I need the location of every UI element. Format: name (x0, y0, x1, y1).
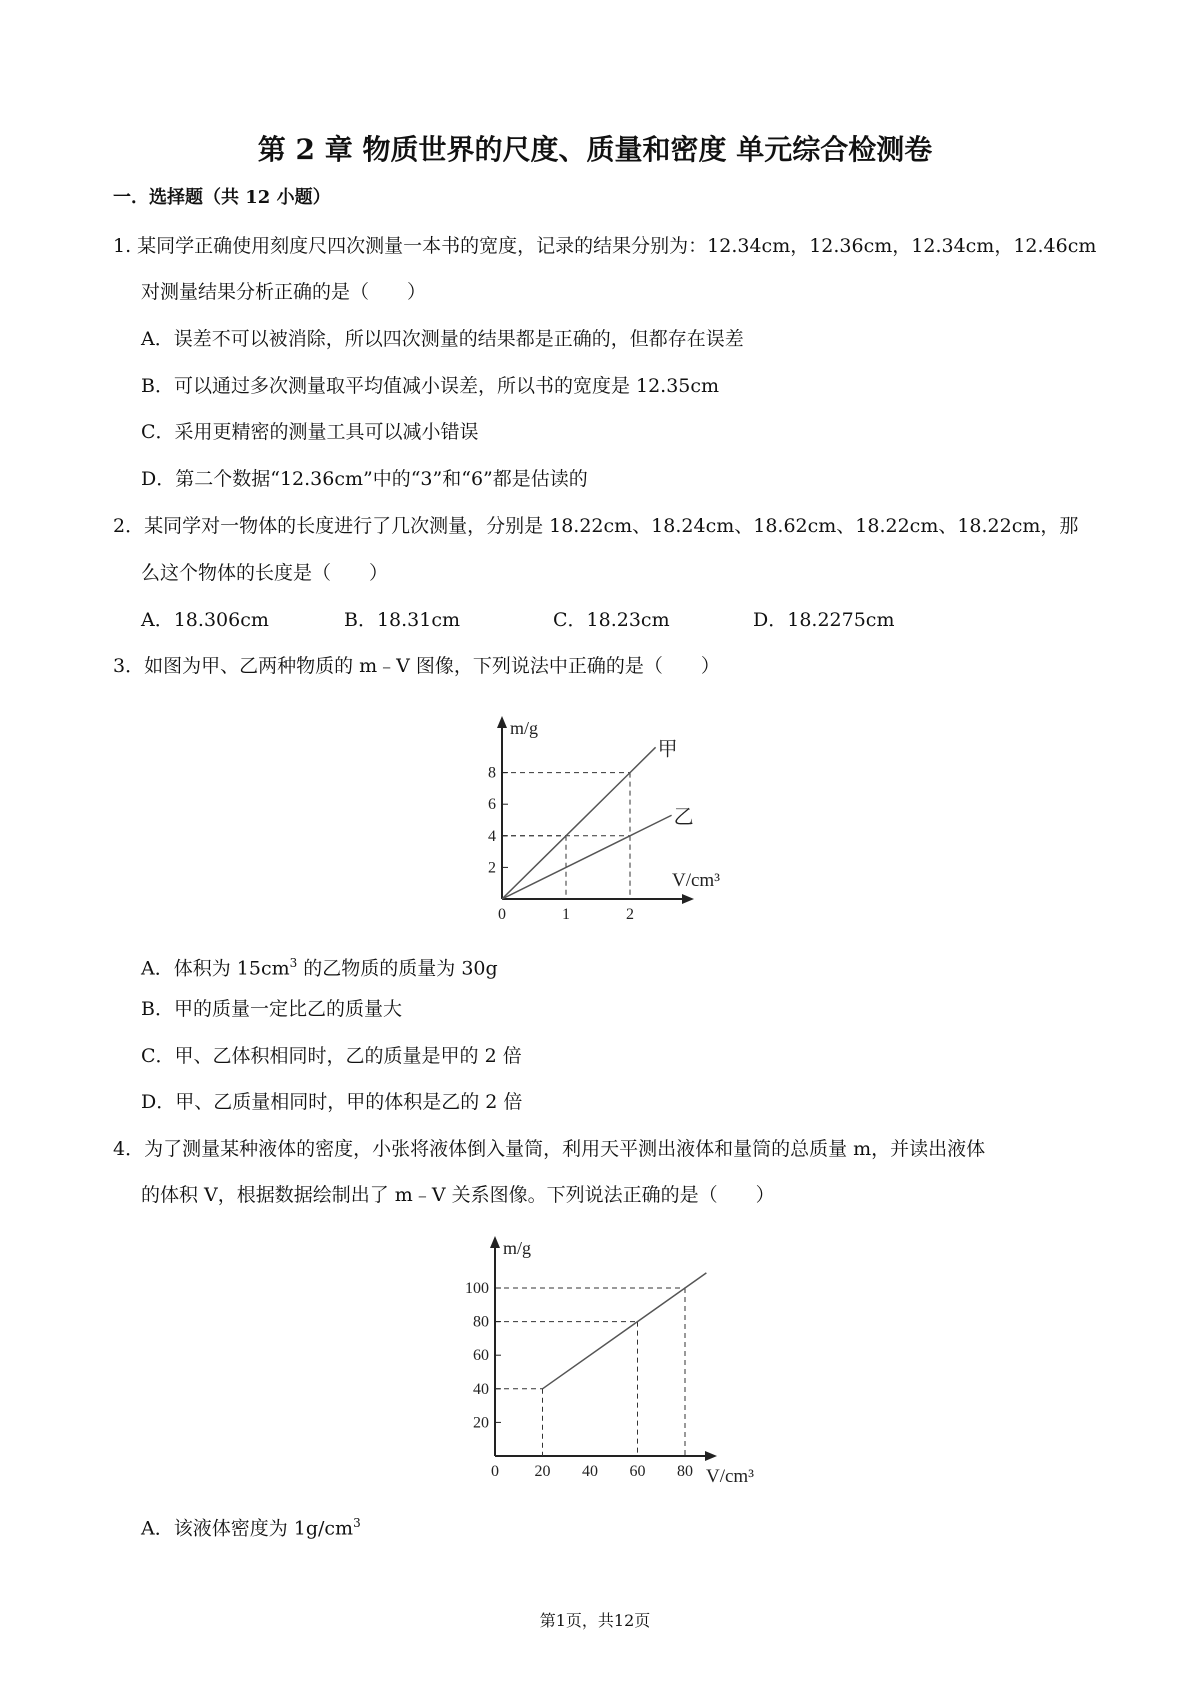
x-tick-label: 2 (626, 906, 634, 923)
q2-option-b: B．18.31cm (344, 609, 461, 631)
q1-option-a: A．误差不可以被消除，所以四次测量的结果都是正确的，但都存在误差 (141, 328, 744, 350)
x-axis-label: V/cm³ (672, 870, 720, 891)
q4-stem-cont: 的体积 V，根据数据绘制出了 m﹣V 关系图像。下列说法正确的是（ ） (141, 1184, 775, 1206)
q2-option-c: C．18.23cm (553, 609, 670, 631)
superscript: 3 (289, 956, 298, 970)
q3-option-c: C．甲、乙体积相同时，乙的质量是甲的 2 倍 (141, 1045, 522, 1067)
series-line (543, 1273, 707, 1389)
q4-option-a (141, 1511, 361, 1540)
y-tick-label: 80 (473, 1313, 489, 1331)
x-tick-label: 1 (562, 906, 570, 923)
q1-option-c: C．采用更精密的测量工具可以减小错误 (141, 421, 479, 443)
y-tick-label: 6 (488, 796, 496, 814)
q2-option-d: D．18.2275cm (753, 609, 895, 631)
x-tick-label: 0 (498, 906, 506, 923)
q4-option-a-text: A．该液体密度为 1g/cm (141, 1517, 354, 1540)
q3-option-a-text-end: 的乙物质的质量为 30g (297, 957, 498, 980)
page-number: 第1页，共12页 (539, 1611, 651, 1630)
q3-stem: 3．如图为甲、乙两种物质的 m﹣V 图像，下列说法中正确的是（ ） (113, 655, 720, 677)
q4-stem: 4．为了测量某种液体的密度，小张将液体倒入量筒，利用天平测出液体和量筒的总质量 m，并读出液体 (113, 1138, 986, 1160)
q2-option-a: A．18.306cm (141, 609, 269, 631)
y-axis-label: m/g (510, 718, 539, 738)
y-tick-label: 40 (473, 1380, 489, 1398)
series-label: 甲 (657, 738, 678, 761)
q3-option-a-text: A．体积为 15cm (141, 957, 290, 980)
q1-stem: 1. 某同学正确使用刻度尺四次测量一本书的宽度，记录的结果分别为：12.34cm，12.36cm，12.34cm，12.46cm (113, 235, 1097, 257)
series-label: 乙 (673, 806, 694, 829)
y-tick-label: 20 (473, 1414, 489, 1432)
x-axis-label: V/cm³ (706, 1466, 754, 1487)
x-tick-label: 0 (491, 1463, 499, 1480)
q1-option-d: D．第二个数据“12.36cm”中的“3”和“6”都是估读的 (141, 468, 588, 490)
x-tick-label: 20 (534, 1463, 551, 1480)
y-tick-label: 100 (465, 1280, 489, 1297)
q2-stem-cont: 么这个物体的长度是（ ） (141, 562, 389, 584)
y-axis-arrow (490, 1236, 500, 1248)
q3-option-d: D．甲、乙质量相同时，甲的体积是乙的 2 倍 (141, 1091, 523, 1113)
section-heading: 一．选择题（共 12 小题） (113, 187, 331, 208)
page-title: 第 2 章 物质世界的尺度、质量和密度 单元综合检测卷 (257, 133, 933, 166)
y-tick-label: 2 (488, 859, 496, 877)
q1-option-b: B．可以通过多次测量取平均值减小误差，所以书的宽度是 12.35cm (141, 375, 720, 397)
y-tick-label: 60 (473, 1347, 489, 1365)
superscript: 3 (353, 1516, 361, 1530)
q1-stem-cont: 对测量结果分析正确的是（ ） (141, 281, 427, 303)
x-tick-label: 40 (582, 1463, 598, 1480)
y-axis-label: m/g (503, 1238, 532, 1258)
q3-option-b: B．甲的质量一定比乙的质量大 (141, 998, 402, 1020)
q2-stem: 2．某同学对一物体的长度进行了几次测量，分别是 18.22cm、18.24cm、18.62cm、18.22cm、18.22cm，那 (113, 515, 1079, 537)
y-tick-label: 4 (488, 827, 496, 845)
x-tick-label: 60 (629, 1463, 646, 1480)
x-axis-arrow (705, 1451, 717, 1461)
y-tick-label: 8 (488, 764, 496, 782)
x-tick-label: 80 (677, 1463, 693, 1480)
